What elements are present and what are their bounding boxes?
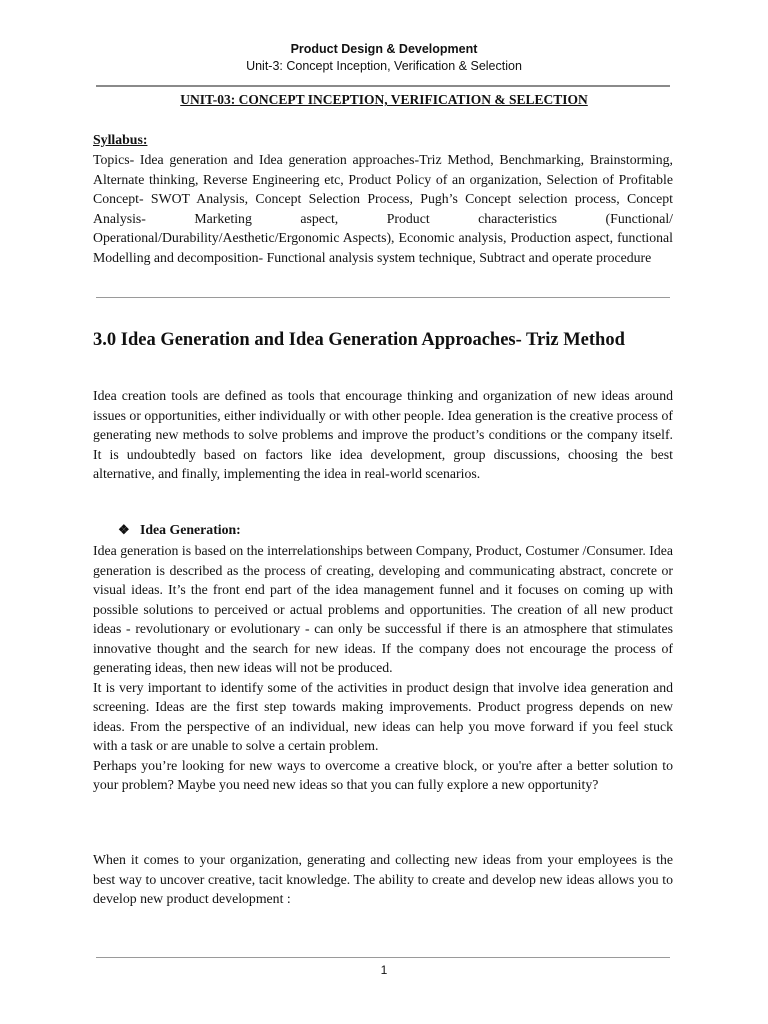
footer-divider (96, 957, 670, 958)
page-number: 1 (380, 963, 388, 977)
paragraph: Idea generation is based on the interrelationships between Company, Product, Costumer /Consumer. Idea generation is described as the process of creating, developing and communicating abstract, concrete or visual ideas. It’s the front end part of the idea management funnel and it focuses on coming up with possible solutions to perceived or actual problems and opportunities. The creation of all new product ideas - revolutionary or evolutionary - can only be successful if there is an atmosphere that stimulates innovative thought and the search for new ideas. If the company does not encourage the process of generating ideas, then new ideas will not be produced. (93, 543, 673, 675)
intro-paragraph: Idea creation tools are defined as tools that encourage thinking and organization of new ideas around issues or opportunities, either individually or with other people. Idea generation is the creative process of generating new methods to solve problems and improve the product’s conditions or the company itself. It is undoubtedly based on factors like idea development, group discussions, choosing the best alternative, and finally, implementing the idea in real-world scenarios. (93, 388, 673, 481)
diamond-bullet-icon: ❖ (118, 522, 130, 537)
header-subtitle: Unit-3: Concept Inception, Verification & Selection (246, 59, 522, 73)
paragraph: When it comes to your organization, generating and collecting new ideas from your employees is the best way to uncover creative, tacit knowledge. The ability to create and develop new ideas allows you to develop new product development : (93, 852, 673, 906)
paragraph: It is very important to identify some of the activities in product design that involve idea generation and screening. Ideas are the first step towards making improvements. Product progress depends on new ideas. From the perspective of an individual, new ideas can help you move forward if you feel stuck with a task or are unable to solve a certain problem. (93, 679, 673, 753)
syllabus-label: Syllabus: (93, 132, 148, 147)
unit-title: UNIT-03: CONCEPT INCEPTION, VERIFICATION & SELECTION (180, 92, 588, 107)
header-title: Product Design & Development (290, 42, 478, 56)
section-divider (96, 297, 670, 298)
paragraph: Perhaps you’re looking for new ways to overcome a creative block, or you're after a better solution to your problem? Maybe you need new ideas so that you can fully explore a new opportunity? (93, 757, 673, 792)
body-text (93, 541, 673, 795)
bullet-heading (118, 522, 241, 538)
bullet-heading-text: Idea Generation: (140, 522, 241, 537)
syllabus-text: Topics- Idea generation and Idea generation approaches-Triz Method, Benchmarking, Brainstorming, Alternate thinking, Reverse Engineering etc, Product Policy of an organization, Selection of Profitable Concept- SWOT Analysis, Concept Selection Process, Pugh’s Concept selection process, Concept Analysis- Marketing aspect, Product characteristics (Functional/ Operational/Durability/Aesthetic/Ergonomic Aspects), Economic analysis, Production aspect, functional Modelling and decomposition- Functional analysis system technique, Subtract and operate procedure (93, 152, 673, 265)
section-heading: 3.0 Idea Generation and Idea Generation Approaches- Triz Method (93, 330, 625, 350)
header-divider (96, 85, 670, 87)
